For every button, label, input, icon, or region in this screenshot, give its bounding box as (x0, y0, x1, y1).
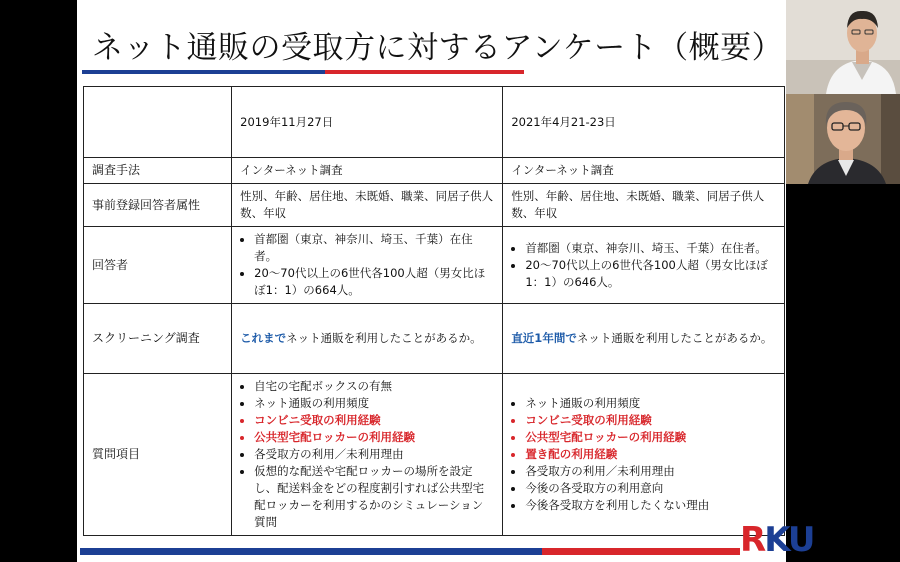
cell-questions-2019 (232, 374, 503, 536)
cell-questions-2021 (503, 374, 785, 536)
cell-respondents-2021 (503, 227, 785, 304)
logo-letter: R (740, 520, 765, 560)
header-2021: 2021年4月21-23日 (503, 87, 785, 158)
cell-attributes-2019: 性別、年齢、居住地、未既婚、職業、同居子供人数、年収 (232, 184, 503, 227)
list-item: • 今後の各受取方の利用意向 (525, 480, 776, 497)
highlight-text: これまで (240, 331, 287, 345)
header-2019: 2019年11月27日 (232, 87, 503, 158)
list-item: • ネット通販の利用頻度 (525, 395, 776, 412)
list-item: • 今後各受取方を利用したくない理由 (525, 497, 776, 514)
header-empty (84, 87, 232, 158)
table-header-row (84, 87, 785, 158)
logo-letters: KU (764, 520, 814, 560)
screening-text: ネット通販を利用したことがあるか。 (286, 331, 482, 345)
survey-table (83, 86, 785, 536)
list-item: • コンビニ受取の利用経験 (525, 412, 776, 429)
list-item: • 首都圏（東京、神奈川、埼玉、千葉）在住者。 (254, 231, 494, 265)
participant-video-1 (786, 0, 900, 94)
list-item: • 仮想的な配送や宅配ロッカーの場所を設定し、配送料金をどの程度割引すれば公共型宅配ロッカーを利用するかのシミュレーション質問 (254, 463, 494, 531)
respondents-2019-list (240, 231, 494, 299)
list-item: • 首都圏（東京、神奈川、埼玉、千葉）在住者。 (525, 240, 776, 257)
table-row-screening (84, 304, 785, 374)
cell-method-2021: インターネット調査 (503, 158, 785, 184)
list-item: • 公共型宅配ロッカーの利用経験 (525, 429, 776, 446)
screening-text: ネット通販を利用したことがあるか。 (576, 331, 773, 345)
list-item: • ネット通販の利用頻度 (254, 395, 494, 412)
row-label-attributes: 事前登録回答者属性 (84, 184, 232, 227)
cell-method-2019: インターネット調査 (232, 158, 503, 184)
row-label-respondents: 回答者 (84, 227, 232, 304)
highlight-text: 直近1年間で (511, 331, 577, 345)
rku-logo (740, 522, 828, 558)
row-label-screening: スクリーニング調査 (84, 304, 232, 374)
table-row-questions (84, 374, 785, 536)
cell-screening-2021 (503, 304, 785, 374)
slide-title: ネット通販の受取方に対するアンケート（概要） (92, 30, 784, 66)
cell-respondents-2019 (232, 227, 503, 304)
list-item: • 自宅の宅配ボックスの有無 (254, 378, 494, 395)
cell-attributes-2021: 性別、年齢、居住地、未既婚、職業、同居子供人数、年収 (503, 184, 785, 227)
questions-2019-list (240, 378, 494, 531)
row-label-method: 調査手法 (84, 158, 232, 184)
table-row-method (84, 158, 785, 184)
list-item: • 20～70代以上の6世代各100人超（男女比ほぼ1：1）の646人。 (525, 257, 776, 291)
table-row-respondents (84, 227, 785, 304)
participant-video-2 (786, 94, 900, 184)
list-item: • 各受取方の利用／未利用理由 (254, 446, 494, 463)
list-item: • コンビニ受取の利用経験 (254, 412, 494, 429)
table-row-attributes (84, 184, 785, 227)
cell-screening-2019 (232, 304, 503, 374)
list-item: • 20～70代以上の6世代各100人超（男女比ほぼ1：1）の664人。 (254, 265, 494, 299)
webcam-tile-2 (786, 94, 900, 184)
list-item: • 置き配の利用経験 (525, 446, 776, 463)
title-underline (82, 70, 524, 74)
webcam-tile-1 (786, 0, 900, 94)
list-item: • 各受取方の利用／未利用理由 (525, 463, 776, 480)
respondents-2021-list (511, 240, 776, 291)
footer-bar (80, 548, 740, 555)
row-label-questions: 質問項目 (84, 374, 232, 536)
list-item: • 公共型宅配ロッカーの利用経験 (254, 429, 494, 446)
questions-2021-list (511, 395, 776, 514)
